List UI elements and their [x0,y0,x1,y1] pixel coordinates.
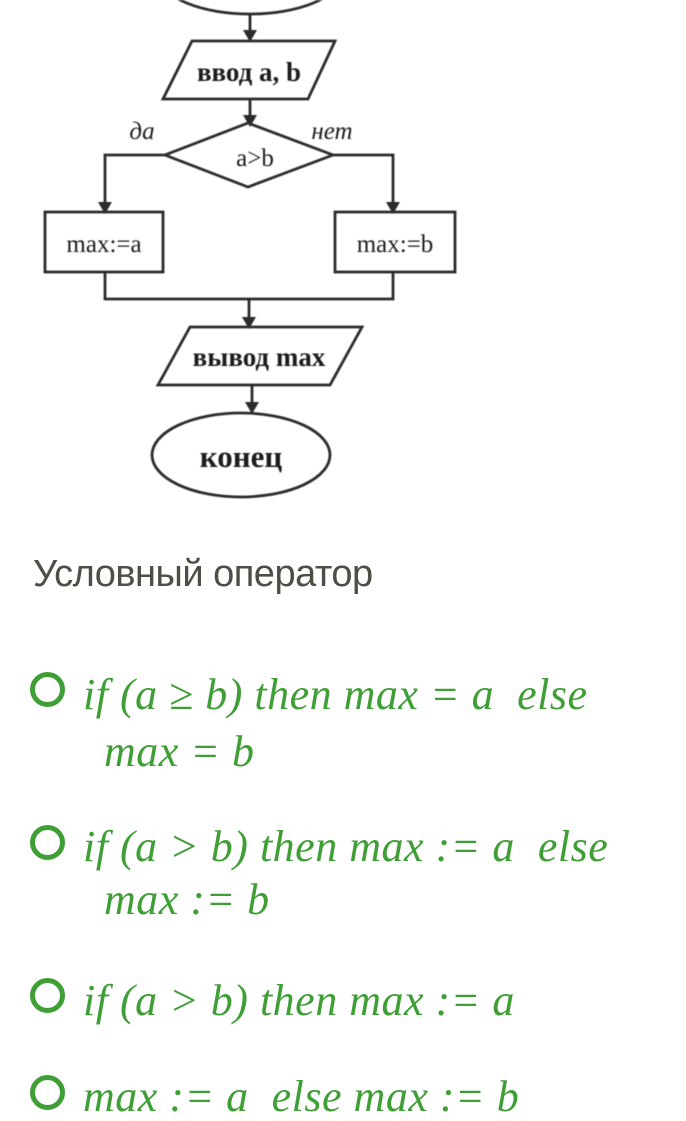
radio-option-2[interactable] [30,825,65,860]
question-title: Условный оператор [33,553,373,595]
condition-label: a>b [236,145,274,172]
output-label: вывод max [192,342,326,372]
no-label: нет [311,118,353,145]
option-3-line-1[interactable]: if (a > b) then max := a [83,976,515,1025]
flowchart-image [0,0,686,520]
radio-option-4[interactable] [30,1075,65,1110]
end-label: конец [199,439,283,474]
input-label: ввод a, b [196,57,302,87]
yes-label: да [129,118,155,145]
option-2-line-2[interactable]: max := b [104,875,270,924]
start-ellipse-partial [160,0,340,14]
option-4-line-1[interactable]: max := a else max := b [83,1072,520,1121]
assign-right-label: max:=b [356,231,434,258]
assign-left-label: max:=a [66,231,142,258]
option-2-line-1[interactable]: if (a > b) then max := a else [83,822,609,871]
option-1-line-1[interactable]: if (a ≥ b) then max = a else [83,670,588,719]
radio-option-3[interactable] [30,978,65,1013]
option-1-line-2[interactable]: max = b [104,727,255,776]
radio-option-1[interactable] [30,672,65,707]
